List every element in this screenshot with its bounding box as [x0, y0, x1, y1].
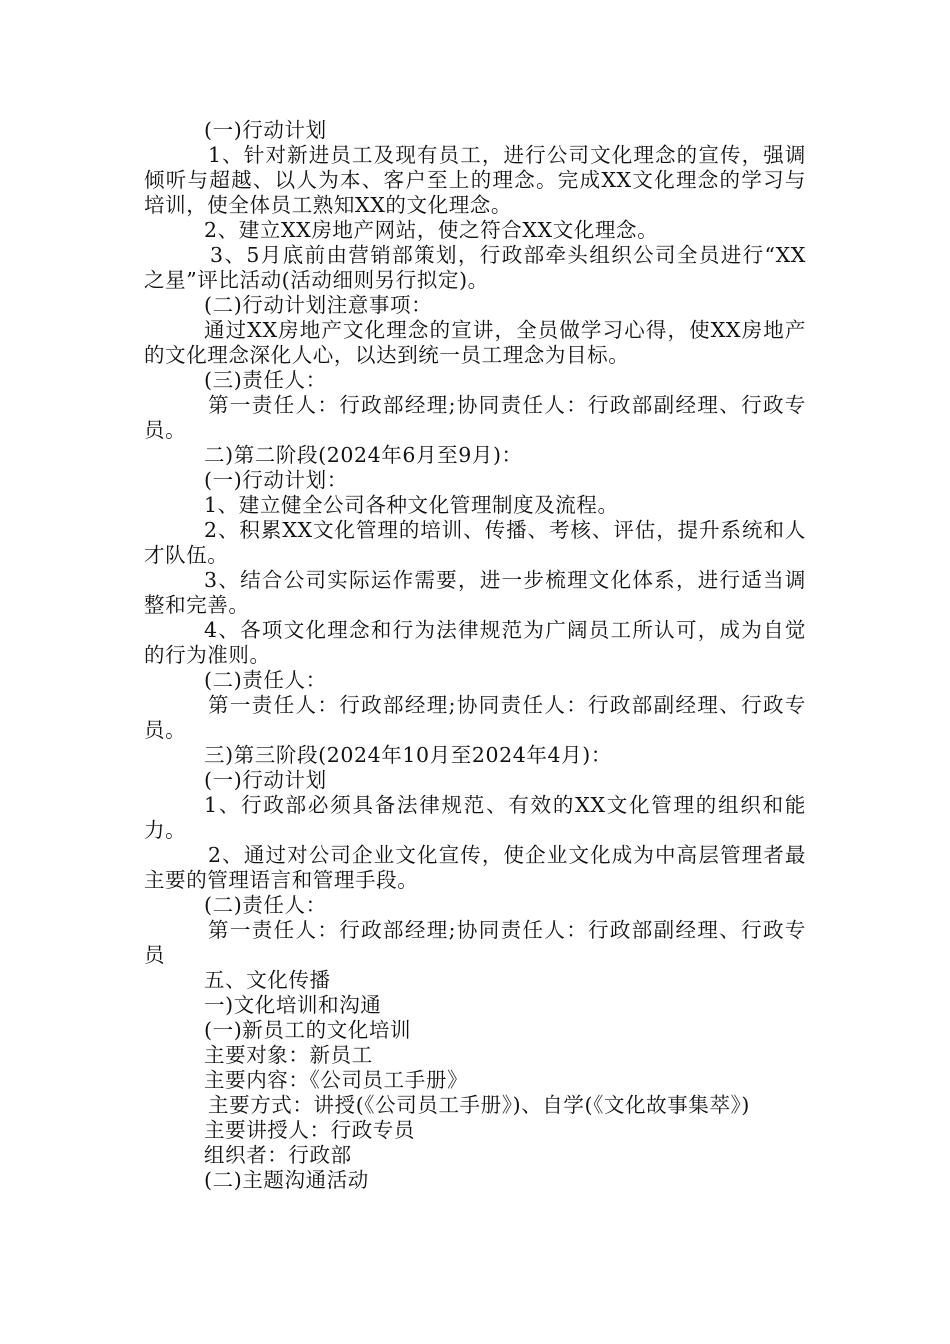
section-heading: 一)文化培训和沟通	[204, 993, 382, 1017]
document-body	[144, 118, 806, 1193]
paragraph: (二)主题沟通活动	[204, 1168, 369, 1192]
paragraph: 2、通过对公司企业文化宣传，使企业文化成为中高层管理者最主要的管理语言和管理手段。	[144, 843, 806, 892]
paragraph: 第一责任人：行政部经理;协同责任人：行政部副经理、行政专员	[144, 918, 806, 967]
paragraph: (二)责任人：	[204, 893, 327, 917]
paragraph: 主要对象：新员工	[204, 1043, 373, 1067]
paragraph: (一)行动计划	[204, 118, 327, 142]
paragraph: 第一责任人：行政部经理;协同责任人：行政部副经理、行政专员。	[144, 393, 806, 442]
paragraph: 第一责任人：行政部经理;协同责任人：行政部副经理、行政专员。	[144, 693, 806, 742]
paragraph: 2、建立XX房地产网站，使之符合XX文化理念。	[204, 218, 659, 242]
paragraph: 组织者：行政部	[204, 1143, 352, 1167]
paragraph: (一)新员工的文化培训	[204, 1018, 412, 1042]
paragraph: 1、针对新进员工及现有员工，进行公司文化理念的宣传，强调倾听与超越、以人为本、客户至上的理念。完成XX文化理念的学习与培训，使全体员工熟知XX的文化理念。	[144, 143, 806, 217]
paragraph: (三)责任人：	[204, 368, 327, 392]
paragraph: 通过XX房地产文化理念的宣讲，全员做学习心得，使XX房地产的文化理念深化人心，以达到统一员工理念为目标。	[144, 318, 806, 367]
paragraph: (一)行动计划：	[204, 468, 348, 492]
paragraph: 主要讲授人：行政专员	[204, 1118, 415, 1142]
paragraph: 1、建立健全公司各种文化管理制度及流程。	[204, 493, 619, 517]
paragraph: (二)责任人：	[204, 668, 327, 692]
paragraph: 2、积累XX文化管理的培训、传播、考核、评估，提升系统和人才队伍。	[144, 518, 806, 567]
paragraph: 1、行政部必须具备法律规范、有效的XX文化管理的组织和能力。	[144, 793, 806, 842]
section-heading: 二)第二阶段(2024年6月至9月)：	[204, 443, 523, 467]
paragraph: (二)行动计划注意事项：	[204, 293, 433, 317]
paragraph: 主要方式：讲授(《公司员工手册》)、自学(《文化故事集萃》)	[208, 1093, 750, 1117]
paragraph: (一)行动计划	[204, 768, 327, 792]
paragraph: 3、结合公司实际运作需要，进一步梳理文化体系，进行适当调整和完善。	[144, 568, 806, 617]
paragraph: 4、各项文化理念和行为法律规范为广阔员工所认可，成为自觉的行为准则。	[144, 618, 806, 667]
paragraph: 主要内容：《公司员工手册》	[204, 1068, 469, 1092]
paragraph: 3、5月底前由营销部策划，行政部牵头组织公司全员进行“XX之星”评比活动(活动细则另行拟定)。	[144, 243, 806, 292]
section-heading: 三)第三阶段(2024年10月至2024年4月)：	[204, 743, 612, 767]
section-heading: 五、文化传播	[204, 968, 331, 992]
